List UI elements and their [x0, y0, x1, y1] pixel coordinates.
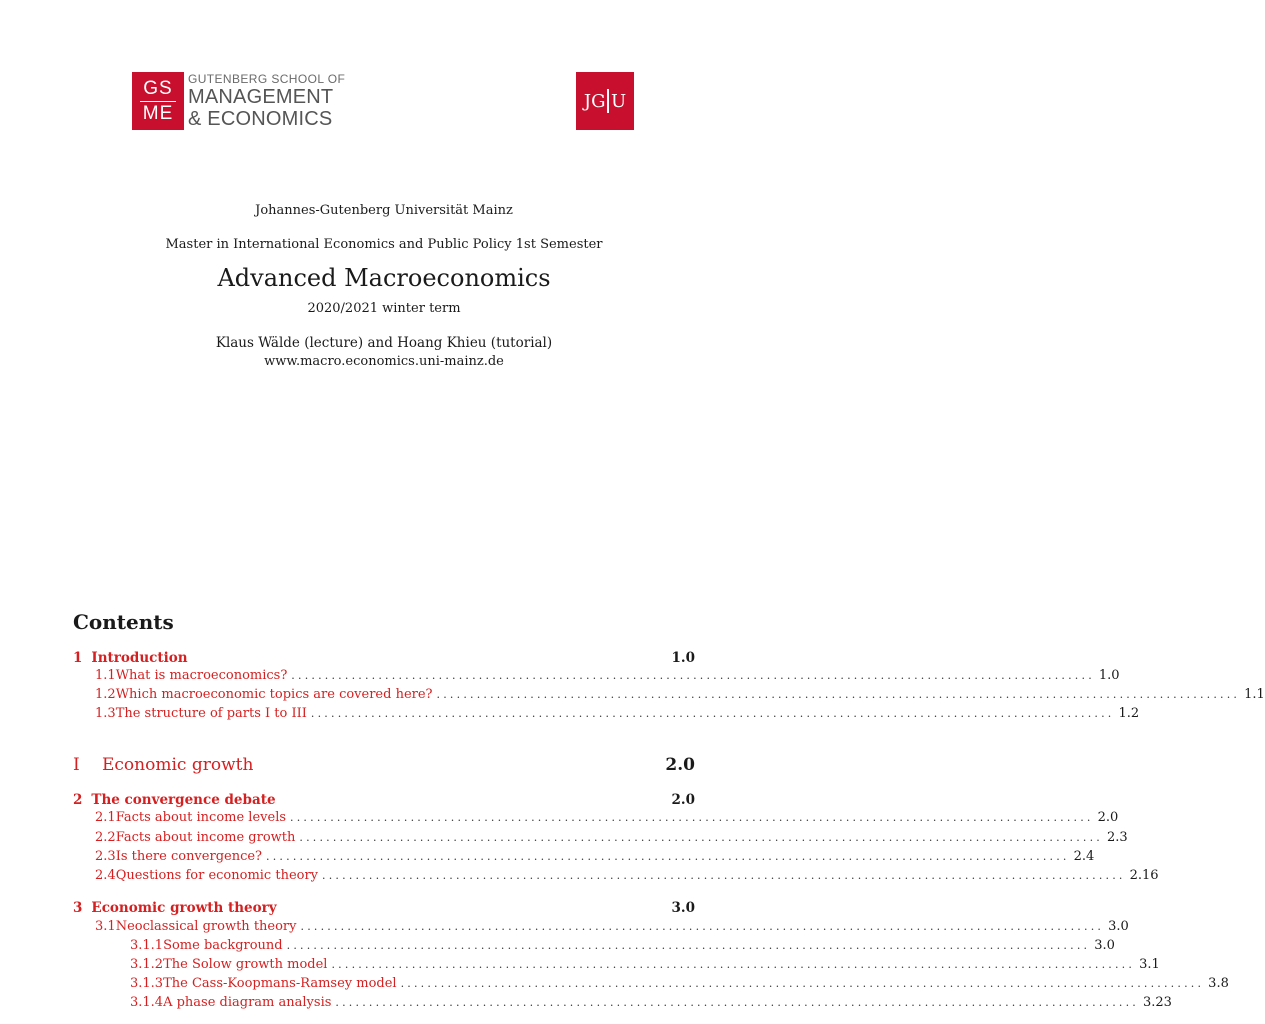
toc-entry-1[interactable]: [73, 650, 695, 668]
toc-entry-number: I: [73, 755, 80, 775]
toc-leader-dots: ........................................................................................................................: [291, 669, 1095, 682]
toc-entry-3-1-1[interactable]: [73, 938, 1115, 956]
toc-leader-dots: ........................................................................................................................: [266, 850, 1070, 863]
toc-entry-number: 2.1: [95, 810, 116, 825]
toc-entry-page: 2.0: [671, 792, 695, 808]
toc-entry-label[interactable]: What is macroeconomics?: [115, 668, 288, 683]
toc-entry-page: 3.8: [1208, 976, 1229, 991]
gsme-logo-line1: GS: [140, 78, 175, 102]
jgu-logo-right: U: [610, 90, 627, 112]
toc-entry-page: 2.16: [1129, 868, 1159, 883]
toc-entry-page: 1.1: [1244, 687, 1265, 702]
toc-entry-number: 2.3: [95, 849, 116, 864]
term: 2020/2021 winter term: [307, 301, 461, 316]
toc-leader-dots: ........................................................................................................................: [436, 688, 1241, 701]
toc-leader-dots: ........................................................................................................................: [335, 996, 1139, 1009]
toc-entry-label[interactable]: The Solow growth model: [163, 957, 328, 972]
toc-entry-1-2[interactable]: [73, 687, 1265, 705]
jgu-logo-divider: [607, 89, 609, 113]
toc-entry-label[interactable]: Is there convergence?: [115, 849, 263, 864]
toc-entry-page: 2.3: [1106, 830, 1128, 845]
toc-entry-label[interactable]: Which macroeconomic topics are covered here?: [115, 687, 433, 702]
gsme-logo-text: [188, 73, 345, 130]
toc-entry-page: 2.0: [665, 755, 695, 775]
toc-entry-number: 1.1: [95, 668, 116, 683]
gsme-logo: [132, 72, 345, 130]
toc-entry-label[interactable]: Introduction: [91, 650, 188, 666]
toc-entry-2-2[interactable]: [73, 830, 1128, 848]
toc-entry-page: 3.23: [1143, 995, 1172, 1010]
jgu-logo: [576, 72, 634, 130]
toc-entry-label[interactable]: Economic growth: [102, 755, 254, 775]
toc-entry-3-1-2[interactable]: [73, 957, 1160, 975]
toc-entry-number: 2.2: [95, 830, 116, 845]
toc-entry-number: 3.1.3: [130, 976, 164, 991]
toc-leader-dots: ........................................................................................................................: [300, 920, 1105, 933]
toc-entry-number: 3.1: [95, 919, 116, 934]
toc-entry-label[interactable]: Economic growth theory: [91, 900, 277, 916]
toc-entry-page: 3.1: [1139, 957, 1160, 972]
gsme-logo-mark: [132, 72, 184, 130]
document-title: Advanced Macroeconomics: [217, 264, 551, 292]
toc-entry-I[interactable]: [73, 755, 695, 779]
toc-leader-dots: ........................................................................................................................: [286, 939, 1091, 952]
gsme-logo-line2: ME: [142, 102, 174, 124]
toc-leader-dots: ........................................................................................................................: [400, 977, 1205, 990]
university-name: Johannes-Gutenberg Universität Mainz: [255, 203, 513, 218]
toc-entry-label[interactable]: Facts about income growth: [115, 830, 296, 845]
gsme-logo-text1: GUTENBERG SCHOOL OF: [188, 71, 346, 86]
toc-entry-page: 1.0: [671, 650, 695, 666]
toc-leader-dots: ........................................................................................................................: [290, 811, 1094, 824]
toc-entry-page: 3.0: [1108, 919, 1129, 934]
toc-entry-label[interactable]: Facts about income levels: [115, 810, 287, 825]
toc-entry-3-1-4[interactable]: [73, 995, 1172, 1013]
toc-entry-page: 3.0: [671, 900, 695, 916]
jgu-logo-left: JG: [583, 90, 606, 112]
toc-entry-label[interactable]: The Cass-Koopmans-Ramsey model: [163, 976, 397, 991]
toc-entry-2[interactable]: [73, 792, 695, 810]
toc-entry-number: 2.4: [95, 868, 116, 883]
toc-entry-label[interactable]: Questions for economic theory: [115, 868, 319, 883]
toc-entry-3-1-3[interactable]: [73, 976, 1229, 994]
toc-entry-label[interactable]: Some background: [163, 938, 283, 953]
toc-entry-2-3[interactable]: [73, 849, 1095, 867]
contents-heading: Contents: [73, 610, 174, 634]
toc-leader-dots: ........................................................................................................................: [322, 869, 1126, 882]
toc-entry-number: 2: [73, 792, 83, 808]
toc-entry-number: 3.1.2: [130, 957, 164, 972]
toc-entry-3-1[interactable]: [73, 919, 1129, 937]
authors: Klaus Wälde (lecture) and Hoang Khieu (tutorial): [215, 335, 553, 351]
toc-entry-page: 1.2: [1118, 706, 1140, 721]
gsme-logo-text3: & ECONOMICS: [188, 107, 333, 130]
toc-entry-number: 1.3: [95, 706, 116, 721]
toc-entry-page: 2.0: [1097, 810, 1119, 825]
toc-entry-label[interactable]: The convergence debate: [91, 792, 276, 808]
toc-entry-page: 1.0: [1098, 668, 1120, 683]
toc-entry-1-1[interactable]: [73, 668, 1120, 686]
program-name: Master in International Economics and Public Policy 1st Semester: [165, 237, 603, 252]
toc-entry-label[interactable]: A phase diagram analysis: [163, 995, 332, 1010]
toc-entry-page: 3.0: [1094, 938, 1115, 953]
toc-entry-label[interactable]: The structure of parts I to III: [115, 706, 307, 721]
toc-entry-2-1[interactable]: [73, 810, 1119, 828]
toc-entry-label[interactable]: Neoclassical growth theory: [115, 919, 297, 934]
toc-leader-dots: ........................................................................................................................: [310, 707, 1115, 720]
toc-entry-number: 1: [73, 650, 83, 666]
toc-entry-3[interactable]: [73, 900, 695, 918]
toc-entry-number: 3.1.1: [130, 938, 164, 953]
toc-entry-1-3[interactable]: [73, 706, 1140, 724]
toc-entry-number: 3.1.4: [130, 995, 164, 1010]
website: www.macro.economics.uni-mainz.de: [264, 354, 504, 369]
toc-leader-dots: ........................................................................................................................: [299, 831, 1103, 844]
toc-entry-number: 1.2: [95, 687, 116, 702]
toc-leader-dots: ........................................................................................................................: [331, 958, 1136, 971]
gsme-logo-text2: MANAGEMENT: [188, 85, 334, 108]
toc-entry-number: 3: [73, 900, 83, 916]
toc-entry-2-4[interactable]: [73, 868, 1159, 886]
toc-entry-page: 2.4: [1073, 849, 1095, 864]
